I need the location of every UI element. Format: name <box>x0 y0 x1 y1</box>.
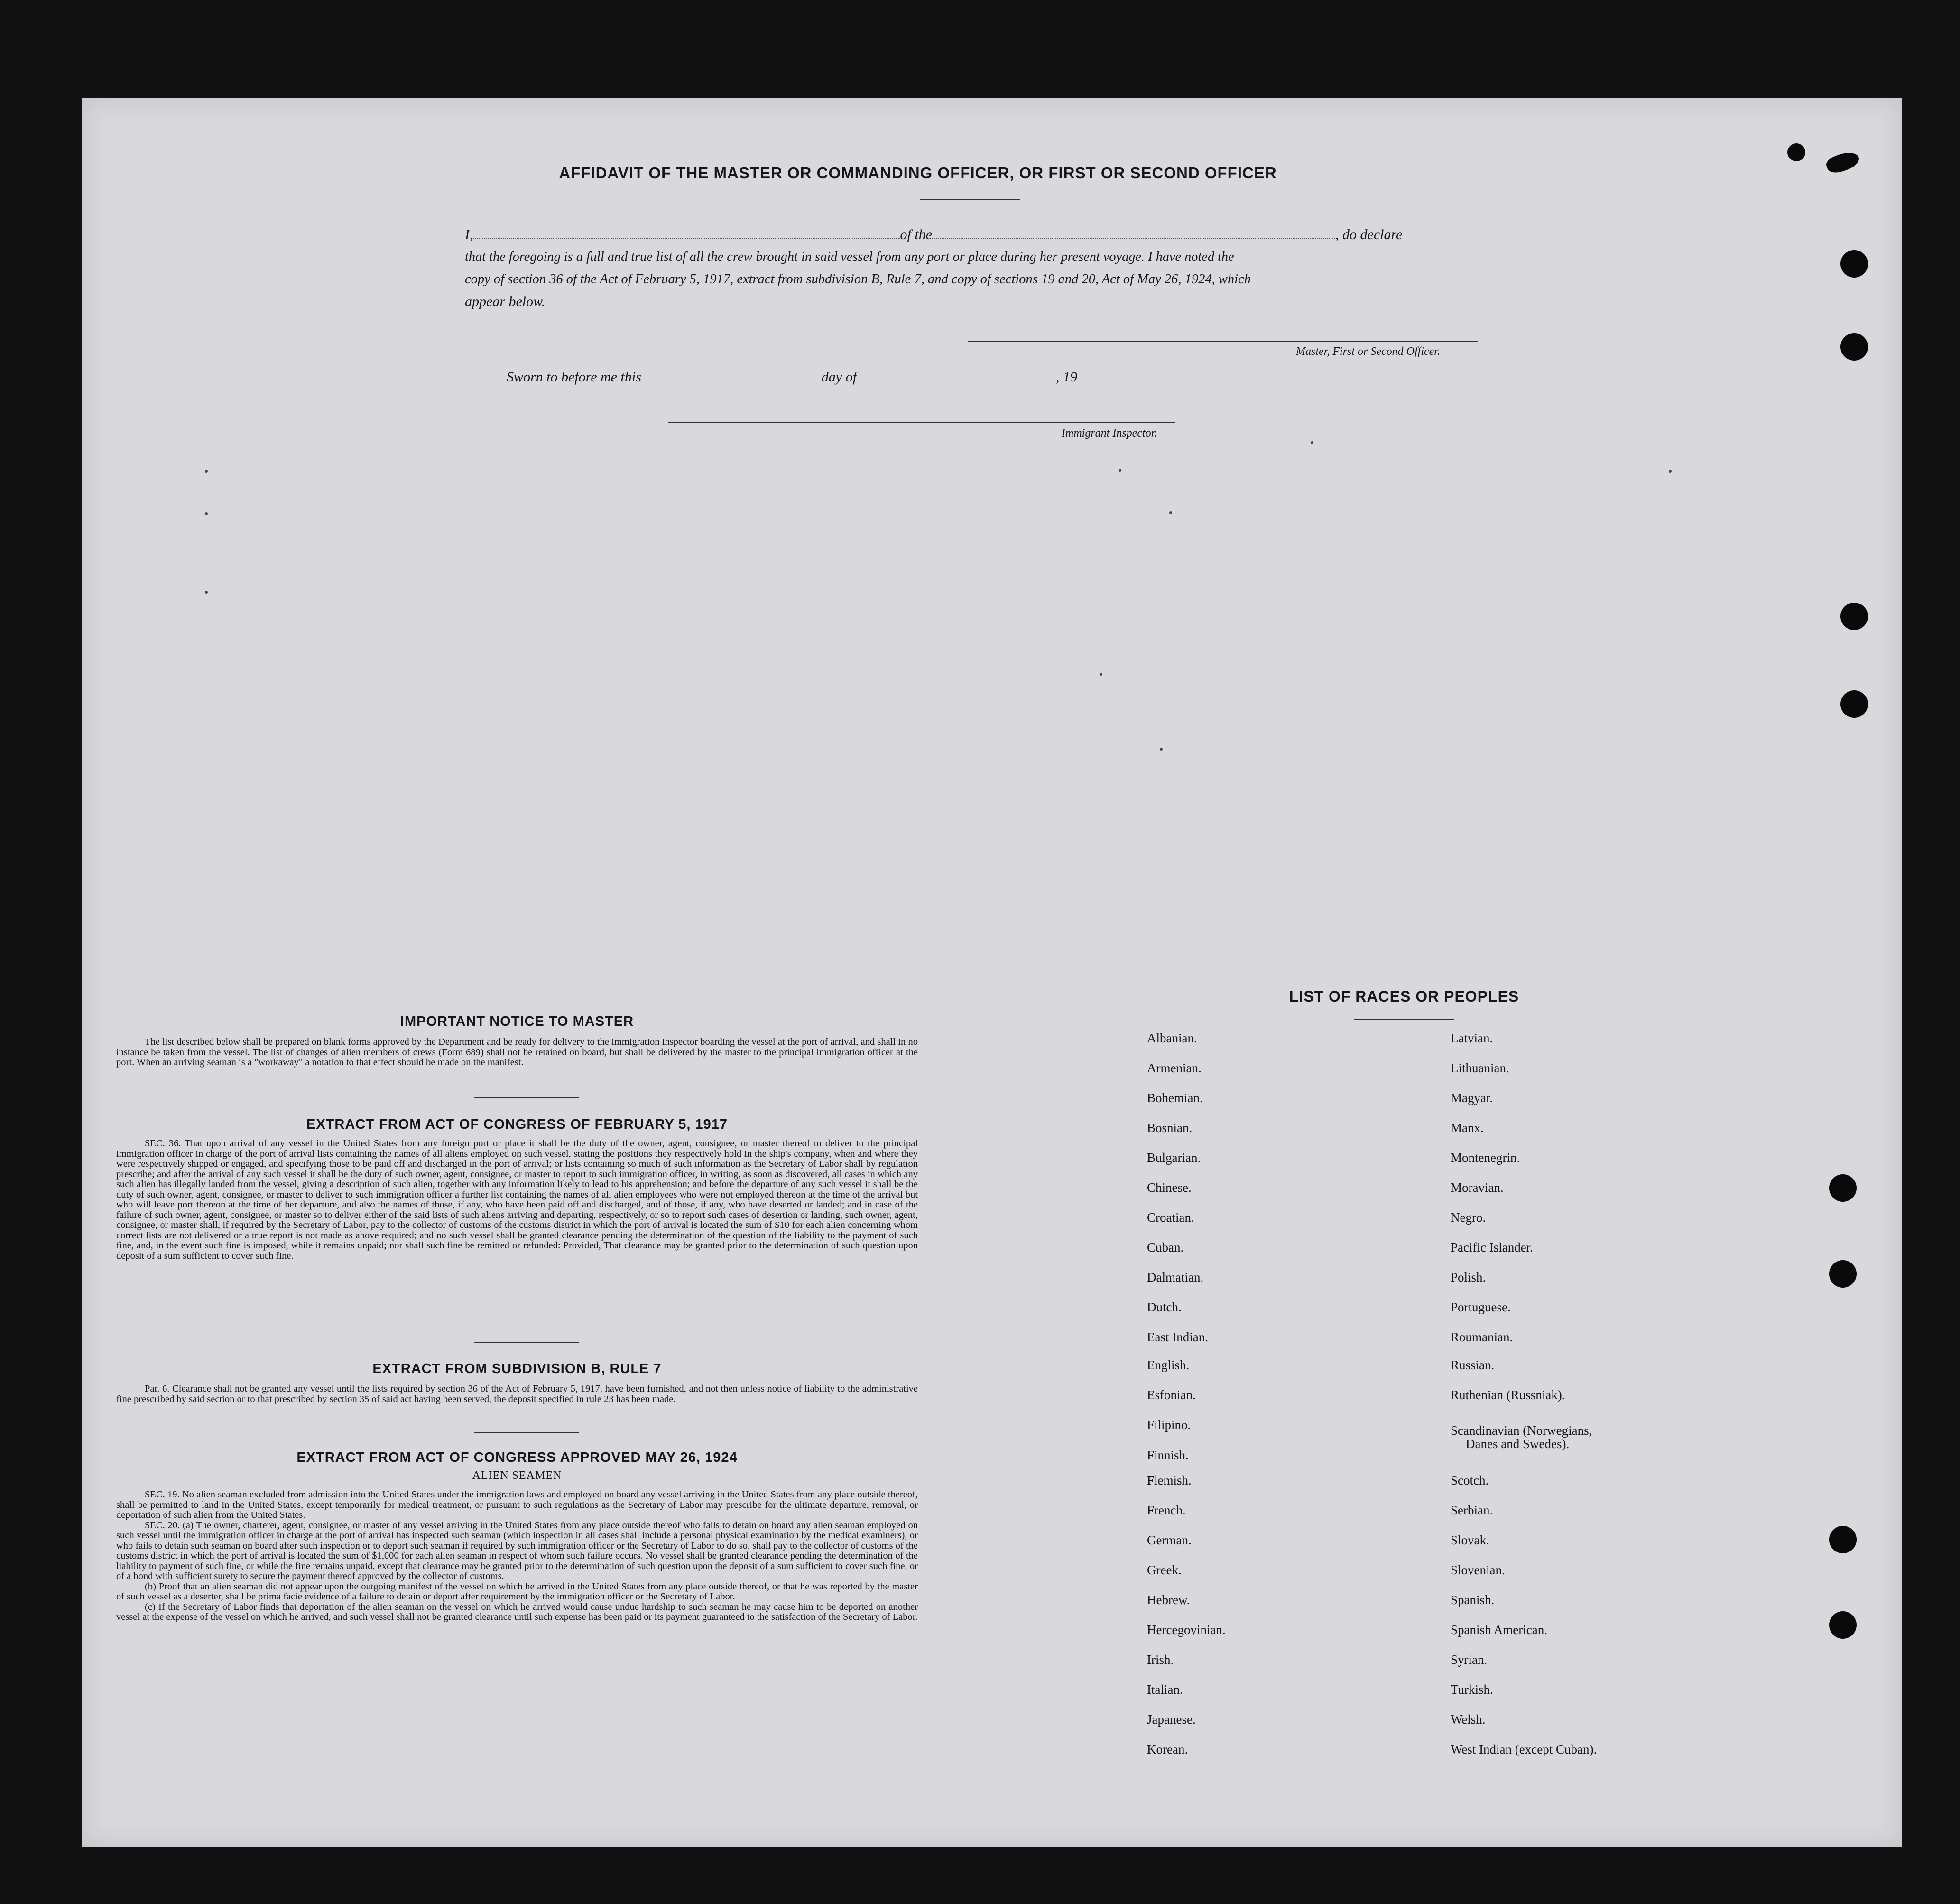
race-item: Italian. <box>1147 1682 1183 1697</box>
race-item: Albanian. <box>1147 1031 1197 1045</box>
vessel-field[interactable] <box>932 227 1335 239</box>
speck <box>1169 511 1172 514</box>
sec-19-paragraph: SEC. 19. No alien seaman excluded from admission into the United States under the immigration laws and employed on board any vessel arriving in the United States from any place outside thereof, shall be permitted to land in the United States, except temporarily for medical treatment, or pursuant to such regulations as the Secretary of Labor may prescribe for the ultimate departure, removal, or deportation of such alien from the United States. <box>116 1489 918 1520</box>
race-item: Croatian. <box>1147 1210 1194 1225</box>
name-field[interactable] <box>473 227 900 239</box>
punch-hole <box>1840 250 1868 278</box>
affidavit-line-4: appear below. <box>465 294 545 309</box>
speck <box>1160 748 1163 751</box>
ink-blot <box>1787 143 1805 161</box>
rule-7-text <box>116 1384 918 1404</box>
race-item: Dutch. <box>1147 1300 1182 1314</box>
affidavit-title: AFFIDAVIT OF THE MASTER OR COMMANDING OFFICER, OR FIRST OR SECOND OFFICER <box>559 164 1277 182</box>
affidavit-line-2: that the foregoing is a full and true list of all the crew brought in said vessel from any port or place during her present voyage. I have noted the <box>465 250 1234 264</box>
race-item: Esfonian. <box>1147 1388 1196 1402</box>
race-item: Polish. <box>1451 1270 1486 1284</box>
punch-hole <box>1840 603 1868 630</box>
divider <box>474 1342 579 1343</box>
sec-20c-paragraph: (c) If the Secretary of Labor finds that deportation of the alien seaman on the vessel on which he arrived would cause undue hardship to such seaman he may cause him to be deported on another vessel at the expense of the vessel on which he arrived, and such vessel shall not be granted clearance until such expense has been paid or its payment guaranteed to the satisfaction of the Secretary of Labor. <box>116 1601 918 1622</box>
sec-20a-paragraph: SEC. 20. (a) The owner, charterer, agent, consignee, or master of any vessel arriving in the United States from any place outside thereof who fails to detain on board any alien seaman employed on such vessel until the immigration officer in charge at the port of arrival has inspected such seaman (which inspection in all cases shall include a personal physical examination by the medical examiners), or who fails to detain such seaman on board after such inspection or to deport such seaman if required by such immigration officer or the Secretary of Labor to do so, shall pay to the collector of customs of the customs district in which the port of arrival is located the sum of $1,000 for each alien seaman in respect of whom such failure occurs. No vessel shall be granted clearance pending the determination of the liability to payment of such fine, or while the fine remains unpaid, except that clearance may be granted prior to the determination of such question upon the deposit of a sum sufficient to cover such fine, or of a bond with sufficient surety to secure the payment thereof approved by the collector of customs. <box>116 1520 918 1581</box>
race-item: Japanese. <box>1147 1712 1196 1727</box>
race-item: Pacific Islander. <box>1451 1240 1533 1254</box>
race-item: Serbian. <box>1451 1503 1493 1517</box>
sworn-month-field[interactable] <box>857 369 1056 381</box>
race-item: Hercegovinian. <box>1147 1623 1226 1637</box>
races-title: LIST OF RACES OR PEOPLES <box>1289 988 1519 1005</box>
sworn-line <box>507 368 1171 387</box>
punch-hole <box>1840 690 1868 718</box>
affidavit-line-1 <box>465 225 1478 244</box>
race-item: Syrian. <box>1451 1653 1488 1667</box>
race-item: Cuban. <box>1147 1240 1184 1254</box>
extract-1917-text <box>116 1139 918 1261</box>
punch-hole <box>1829 1174 1857 1202</box>
race-item: Moravian. <box>1451 1180 1504 1195</box>
race-item: Portuguese. <box>1451 1300 1511 1314</box>
divider <box>474 1097 579 1098</box>
affidavit-text: Sworn to before me this <box>507 369 641 385</box>
race-item: Slovenian. <box>1451 1563 1505 1577</box>
sworn-day-field[interactable] <box>641 369 822 381</box>
punch-hole <box>1840 333 1868 361</box>
extract-1917-title: EXTRACT FROM ACT OF CONGRESS OF FEBRUARY 5, 1917 <box>306 1117 728 1132</box>
affidavit-text: day of <box>821 369 857 385</box>
race-item: Scotch. <box>1451 1473 1489 1487</box>
race-item: West Indian (except Cuban). <box>1451 1742 1597 1756</box>
rule-7-paragraph: Par. 6. Clearance shall not be granted any vessel until the lists required by section 36 of the Act of February 5, 1917, have been furnished, and not then unless notice of liability to the administrative fine prescribed by said section or to that prescribed by section 35 of said act having been served, the deposit specified in rule 23 has been made. <box>116 1384 918 1404</box>
race-item: Irish. <box>1147 1653 1174 1667</box>
divider <box>1354 1019 1454 1020</box>
race-item: Dalmatian. <box>1147 1270 1204 1284</box>
sec-36-paragraph: SEC. 36. That upon arrival of any vessel in the United States from any foreign port or place it shall be the duty of the owner, agent, consignee, or master thereof to deliver to the principal immigration officer in charge of the port of arrival lists containing the names of all aliens employed on such vessel, stating the positions they respectively hold in the ship's company, when and where they were respectively shipped or engaged, and specifying those to be paid off and discharged in the port of arrival; or lists containing so much of such information as the Secretary of Labor shall by regulation prescribe; and after the arrival of any such vessel it shall be the duty of such owner, agent, consignee, or master to report to such immigration officer, in writing, as soon as discovered, all cases in which any such alien has illegally landed from the vessel, giving a description of such alien, together with any information likely to lead to his apprehension; and before the departure of any such vessel it shall be the duty of such owner, agent, consignee, or master to deliver to such immigration officer a further list containing the names of all alien employees who were not employed thereon at the time of the arrival but who will leave port thereon at the time of her departure, and also the names of those, if any, who have been paid off and discharged, and of those, if any, who have deserted or landed; and in case of the failure of such owner, agent, consignee, or master so to deliver either of the said lists of such aliens arriving and departing, respectively, or so to report such cases of desertion or landing, such owner, agent, consignee, or master shall, if required by the Secretary of Labor, pay to the collector of customs of the customs district in which the port of arrival is located the sum of $10 for each alien concerning whom correct lists are not delivered or a true report is not made as above required; and no such vessel shall be granted clearance pending the determination of the question of the liability to the payment of such fine, and, in the event such fine is imposed, while it remains unpaid; nor shall such fine be remitted or refunded: Provided, That clearance may be granted prior to the determination of such question upon deposit of a sum sufficient to cover such fine. <box>116 1138 918 1261</box>
race-item: Finnish. <box>1147 1448 1189 1462</box>
speck <box>205 512 208 515</box>
divider <box>920 199 1020 200</box>
punch-hole <box>1829 1526 1857 1553</box>
extract-1924-title: EXTRACT FROM ACT OF CONGRESS APPROVED MAY 26, 1924 <box>296 1450 738 1465</box>
race-item: Lithuanian. <box>1451 1061 1509 1075</box>
race-item: Bosnian. <box>1147 1121 1193 1135</box>
race-item: Slovak. <box>1451 1533 1489 1547</box>
race-item: Flemish. <box>1147 1473 1192 1487</box>
race-item: Spanish American. <box>1451 1623 1547 1637</box>
race-item: East Indian. <box>1147 1330 1208 1344</box>
alien-seamen-subtitle: ALIEN SEAMEN <box>472 1469 562 1482</box>
affidavit-text: of the <box>900 227 932 242</box>
race-item: Greek. <box>1147 1563 1182 1577</box>
speck <box>1119 469 1121 472</box>
race-item: English. <box>1147 1358 1190 1372</box>
affidavit-text: , do declare <box>1335 227 1403 242</box>
affidavit-text: , 19 <box>1056 369 1078 385</box>
race-item: Negro. <box>1451 1210 1486 1225</box>
speck <box>1669 470 1672 473</box>
race-item: Montenegrin. <box>1451 1151 1520 1165</box>
race-item: Bulgarian. <box>1147 1151 1201 1165</box>
inspector-label: Immigrant Inspector. <box>1062 427 1157 439</box>
speck <box>205 470 208 473</box>
race-item: French. <box>1147 1503 1186 1517</box>
rule-7-title: EXTRACT FROM SUBDIVISION B, RULE 7 <box>372 1361 662 1376</box>
race-item: Scandinavian (Norwegians, <box>1451 1423 1592 1438</box>
race-item: Russian. <box>1451 1358 1495 1372</box>
race-item: Hebrew. <box>1147 1593 1190 1607</box>
signature-line <box>968 341 1478 342</box>
speck <box>1100 673 1102 676</box>
race-item: Danes and Swedes). <box>1466 1437 1570 1451</box>
sec-20b-paragraph: (b) Proof that an alien seaman did not appear upon the outgoing manifest of the vessel on which he arrived in the United States from any place outside thereof, or that he was reported by the master of such vessel as a deserter, shall be prima facie evidence of a failure to detain or deport after requirement by the immigration officer or the Secretary of Labor. <box>116 1581 918 1602</box>
notice-title: IMPORTANT NOTICE TO MASTER <box>400 1014 634 1029</box>
notice-text <box>116 1037 918 1068</box>
notice-paragraph: The list described below shall be prepared on blank forms approved by the Department and be ready for delivery to the immigration inspector boarding the vessel at the port of arrival, and shall in no instance be taken from the vessel. The list of changes of alien members of crews (Form 689) shall not be retained on board, but shall be delivered by the master to the principal immigration officer at the port. When an arriving seaman is a "workaway" a notation to that effect should be made on the manifest. <box>116 1037 918 1068</box>
affidavit-line-3: copy of section 36 of the Act of February 5, 1917, extract from subdivision B, Rule 7, and copy of sections 19 and 20, Act of May 26, 1924, which <box>465 272 1251 287</box>
speck <box>1311 441 1313 444</box>
inspector-signature-line <box>668 422 1175 423</box>
divider <box>474 1432 579 1433</box>
race-item: Chinese. <box>1147 1180 1192 1195</box>
race-item: Welsh. <box>1451 1712 1486 1727</box>
extract-1924-text <box>116 1490 918 1623</box>
race-item: Ruthenian (Russniak). <box>1451 1388 1565 1402</box>
race-item: Filipino. <box>1147 1418 1191 1432</box>
race-item: Manx. <box>1451 1121 1484 1135</box>
speck <box>205 591 208 594</box>
race-item: Korean. <box>1147 1742 1188 1756</box>
race-item: Roumanian. <box>1451 1330 1513 1344</box>
race-item: Spanish. <box>1451 1593 1495 1607</box>
race-item: German. <box>1147 1533 1192 1547</box>
race-item: Bohemian. <box>1147 1091 1203 1105</box>
affidavit-text: I, <box>465 227 473 242</box>
punch-hole <box>1829 1260 1857 1288</box>
master-label: Master, First or Second Officer. <box>1296 345 1440 358</box>
punch-hole <box>1829 1611 1857 1639</box>
race-item: Armenian. <box>1147 1061 1202 1075</box>
race-item: Turkish. <box>1451 1682 1493 1697</box>
race-item: Latvian. <box>1451 1031 1493 1045</box>
race-item: Magyar. <box>1451 1091 1493 1105</box>
